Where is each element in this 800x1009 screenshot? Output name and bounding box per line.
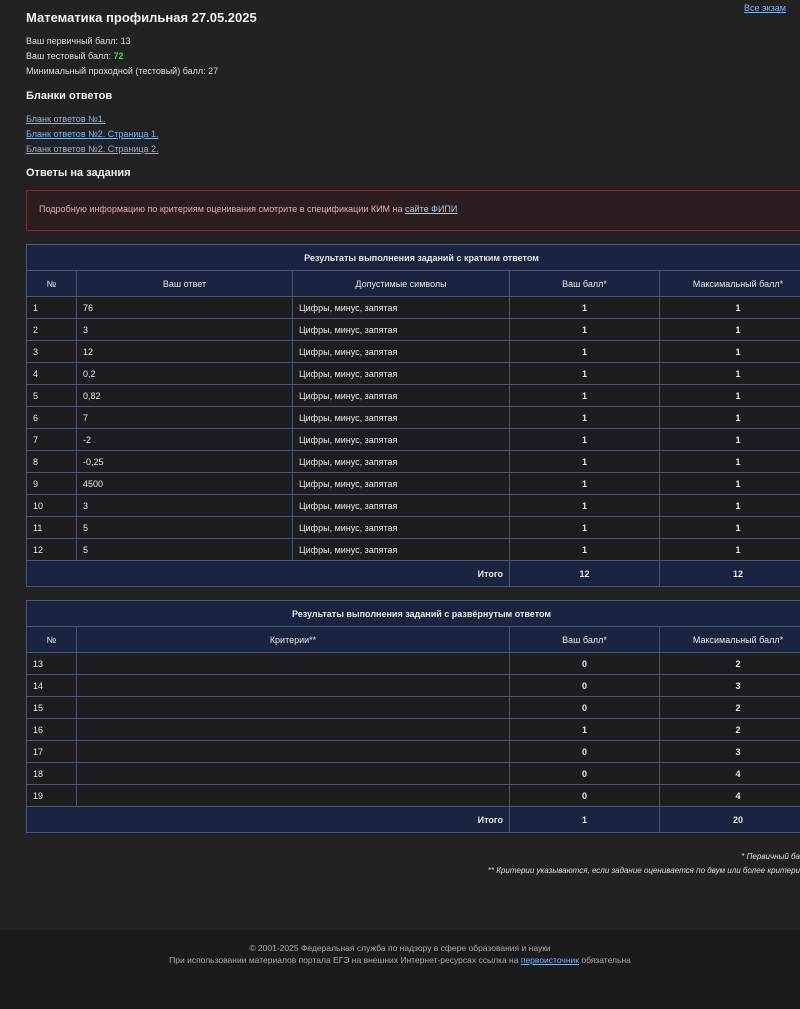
table-cell: 18	[27, 763, 77, 785]
table-cell: 1	[660, 495, 800, 517]
table-cell: 1	[510, 473, 660, 495]
total-max: 12	[660, 561, 800, 587]
table-cell: Цифры, минус, запятая	[293, 407, 510, 429]
table-row	[27, 473, 800, 495]
table-cell	[77, 741, 510, 763]
table-row	[27, 785, 800, 807]
table-cell: 1	[660, 429, 800, 451]
col-header-score: Ваш балл*	[510, 627, 660, 653]
table-cell: Цифры, минус, запятая	[293, 451, 510, 473]
table-cell: 1	[510, 451, 660, 473]
table-cell: 0	[510, 785, 660, 807]
col-header-number: №	[27, 271, 77, 297]
table-row	[27, 341, 800, 363]
blank-link-1[interactable]: Бланк ответов №1.	[26, 114, 106, 124]
page-title: Математика профильная 27.05.2025	[26, 10, 257, 25]
footnote-primary: * Первичный ба	[741, 852, 800, 861]
total-score: 1	[510, 807, 660, 833]
table-row	[27, 407, 800, 429]
table-row	[27, 297, 800, 319]
table-cell: 1	[510, 297, 660, 319]
table-cell: 2	[660, 653, 800, 675]
table-cell: 1	[660, 407, 800, 429]
table-cell: 3	[660, 741, 800, 763]
table-cell: 0,2	[77, 363, 293, 385]
table-row	[27, 429, 800, 451]
table-cell: 4	[660, 763, 800, 785]
test-score-value: 72	[113, 51, 124, 61]
table-cell: Цифры, минус, запятая	[293, 539, 510, 561]
col-header-max: Максимальный балл*	[660, 271, 800, 297]
table-cell: 1	[510, 385, 660, 407]
table-row	[27, 517, 800, 539]
alert-text: Подробную информацию по критериям оценивания смотрите в спецификации КИМ на	[39, 204, 403, 214]
table-cell: 1	[660, 517, 800, 539]
table-cell: 76	[77, 297, 293, 319]
table-cell: 16	[27, 719, 77, 741]
table-cell	[77, 675, 510, 697]
test-score	[26, 49, 218, 64]
table-cell: 1	[660, 363, 800, 385]
col-header-criteria: Критерии**	[77, 627, 510, 653]
min-score	[26, 64, 218, 79]
blanks-heading: Бланки ответов	[26, 90, 113, 102]
short-total-row	[27, 561, 800, 587]
table-cell: Цифры, минус, запятая	[293, 495, 510, 517]
table-cell: Цифры, минус, запятая	[293, 429, 510, 451]
table-cell: 11	[27, 517, 77, 539]
table-cell: 4500	[77, 473, 293, 495]
table-cell: 1	[660, 473, 800, 495]
table-cell: 5	[77, 517, 293, 539]
blank-link-2-page-1[interactable]: Бланк ответов №2. Страница 1.	[26, 129, 159, 139]
table-cell: 0	[510, 675, 660, 697]
table-cell: Цифры, минус, запятая	[293, 297, 510, 319]
table-cell: 15	[27, 697, 77, 719]
table-cell: 0,82	[77, 385, 293, 407]
table-row	[27, 675, 800, 697]
table-cell: 1	[660, 451, 800, 473]
table-row	[27, 319, 800, 341]
table-cell: Цифры, минус, запятая	[293, 363, 510, 385]
total-label: Итого	[27, 807, 510, 833]
table-cell: 1	[510, 341, 660, 363]
table-cell	[77, 763, 510, 785]
col-header-number: №	[27, 627, 77, 653]
table-cell: 1	[660, 385, 800, 407]
footnote-criteria: ** Критерии указываются, если задание оценивается по двум или более критери	[487, 866, 800, 875]
table-row	[27, 495, 800, 517]
table-row	[27, 539, 800, 561]
fipi-link[interactable]: сайте ФИПИ	[405, 204, 458, 214]
table-cell: 17	[27, 741, 77, 763]
total-max: 20	[660, 807, 800, 833]
table-cell: 1	[660, 297, 800, 319]
table-cell: 3	[77, 495, 293, 517]
table-cell: 1	[510, 429, 660, 451]
footer-copyright: © 2001-2025 Федеральная служба по надзору в сфере образования и науки	[249, 943, 551, 953]
long-answer-table	[26, 600, 800, 833]
table-row	[27, 741, 800, 763]
table-cell: 7	[77, 407, 293, 429]
min-score-label: Минимальный проходной (тестовый) балл:	[26, 66, 206, 76]
table-cell: 1	[510, 319, 660, 341]
table-cell: Цифры, минус, запятая	[293, 473, 510, 495]
footer-source-line	[0, 954, 800, 966]
table-cell: 1	[660, 319, 800, 341]
table-cell	[77, 653, 510, 675]
table-row	[27, 697, 800, 719]
table-cell: 1	[510, 539, 660, 561]
footer-source-text: При использовании материалов портала ЕГЭ на внешних Интернет-ресурсах ссылка на	[169, 955, 519, 965]
table-cell: 3	[660, 675, 800, 697]
table-cell: 4	[660, 785, 800, 807]
scores-block	[26, 34, 218, 79]
table-cell: 0	[510, 697, 660, 719]
col-header-max: Максимальный балл*	[660, 627, 800, 653]
table-cell: 7	[27, 429, 77, 451]
short-table-body	[27, 297, 800, 561]
min-score-value: 27	[208, 66, 219, 76]
table-row	[27, 451, 800, 473]
total-score: 12	[510, 561, 660, 587]
primary-score	[26, 34, 218, 49]
table-cell: 9	[27, 473, 77, 495]
long-total-row	[27, 807, 800, 833]
table-cell: 0	[510, 653, 660, 675]
table-cell: 12	[77, 341, 293, 363]
test-score-label: Ваш тестовый балл:	[26, 51, 112, 61]
total-label: Итого	[27, 561, 510, 587]
table-cell: 13	[27, 653, 77, 675]
table-cell: 19	[27, 785, 77, 807]
footnotes	[488, 850, 800, 878]
table-cell: 3	[27, 341, 77, 363]
blank-link-2-page-2[interactable]: Бланк ответов №2. Страница 2.	[26, 144, 159, 154]
table-cell: 10	[27, 495, 77, 517]
primary-score-label: Ваш первичный балл:	[26, 36, 119, 46]
answers-heading: Ответы на задания	[26, 167, 131, 179]
page-footer	[0, 930, 800, 1009]
table-cell: 1	[660, 341, 800, 363]
table-cell: 3	[77, 319, 293, 341]
table-cell: 0	[510, 763, 660, 785]
table-cell: 1	[510, 363, 660, 385]
long-table-body	[27, 653, 800, 807]
all-exams-link[interactable]: Все экзам	[744, 3, 786, 13]
table-cell: 0	[510, 741, 660, 763]
table-row	[27, 385, 800, 407]
table-cell: -0,25	[77, 451, 293, 473]
table-cell: 2	[660, 697, 800, 719]
footer-source-suffix: обязательна	[581, 955, 631, 965]
table-cell: 1	[27, 297, 77, 319]
primary-score-value: 13	[120, 36, 131, 46]
table-cell: 8	[27, 451, 77, 473]
table-cell: 1	[660, 539, 800, 561]
col-header-answer: Ваш ответ	[77, 271, 293, 297]
table-cell	[77, 719, 510, 741]
table-cell: 1	[510, 407, 660, 429]
table-cell: 14	[27, 675, 77, 697]
table-cell: -2	[77, 429, 293, 451]
table-cell: Цифры, минус, запятая	[293, 385, 510, 407]
table-row	[27, 363, 800, 385]
table-cell: 12	[27, 539, 77, 561]
table-cell	[77, 785, 510, 807]
table-cell: 4	[27, 363, 77, 385]
table-cell: 1	[510, 517, 660, 539]
table-cell: 2	[27, 319, 77, 341]
table-cell	[77, 697, 510, 719]
col-header-score: Ваш балл*	[510, 271, 660, 297]
table-cell: 5	[77, 539, 293, 561]
table-row	[27, 763, 800, 785]
col-header-symbols: Допустимые символы	[293, 271, 510, 297]
table-cell: 2	[660, 719, 800, 741]
table-cell: Цифры, минус, запятая	[293, 341, 510, 363]
short-answer-table	[26, 244, 800, 587]
long-table-caption: Результаты выполнения заданий с развёрнутым ответом	[27, 601, 800, 627]
table-row	[27, 719, 800, 741]
short-table-caption: Результаты выполнения заданий с кратким ответом	[27, 245, 800, 271]
criteria-alert	[26, 190, 800, 231]
table-cell: 1	[510, 719, 660, 741]
table-cell: 1	[510, 495, 660, 517]
table-row	[27, 653, 800, 675]
blanks-list	[26, 112, 159, 157]
table-cell: 6	[27, 407, 77, 429]
table-cell: 5	[27, 385, 77, 407]
table-cell: Цифры, минус, запятая	[293, 517, 510, 539]
footer-source-link[interactable]: первоисточник	[520, 955, 579, 965]
table-cell: Цифры, минус, запятая	[293, 319, 510, 341]
